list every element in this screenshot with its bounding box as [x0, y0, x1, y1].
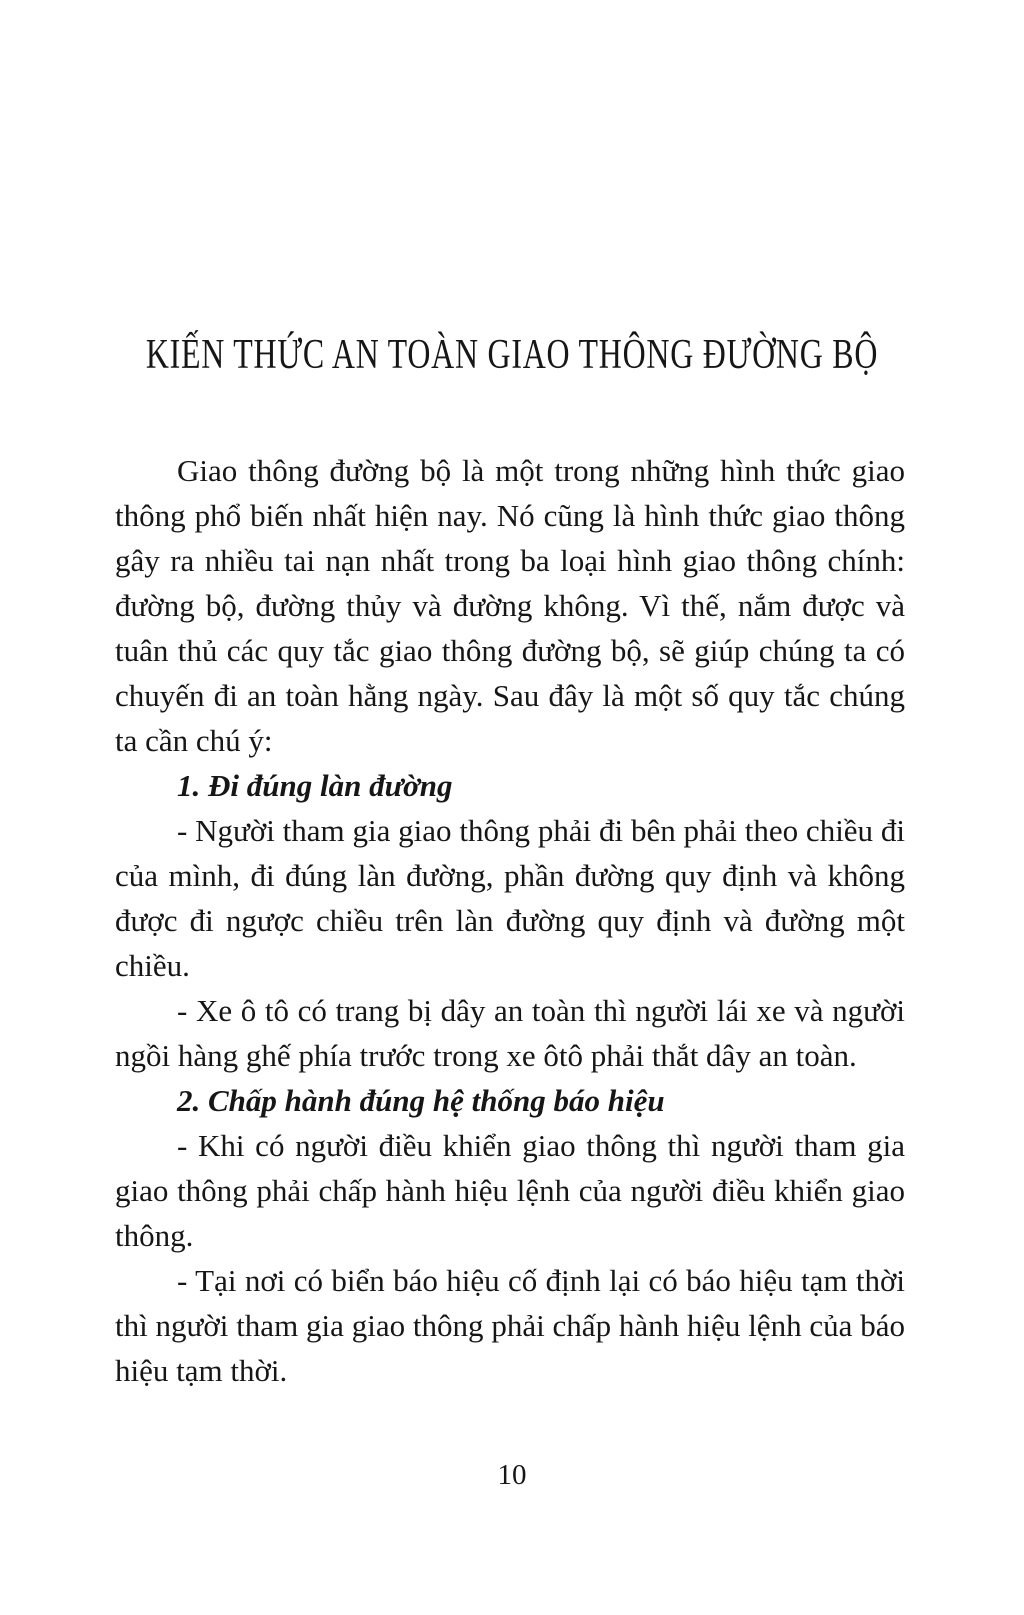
section-2-paragraph-1: - Khi có người điều khiển giao thông thì người tham gia giao thông phải chấp hành hiệu lệnh của người điều khiển giao thông.	[115, 1128, 905, 1253]
intro-paragraph: Giao thông đường bộ là một trong những hình thức giao thông phổ biến nhất hiện nay. Nó cũng là hình thức giao thông gây ra nhiều tai nạn nhất trong ba loại hình giao thông chính: đường bộ, đường thủy và đường không. Vì thế, nắm được và tuân thủ các quy tắc giao thông đường bộ, sẽ giúp chúng ta có chuyến đi an toàn hằng ngày. Sau đây là một số quy tắc chúng ta cần chú ý:	[115, 453, 905, 758]
section-2-paragraph-2: - Tại nơi có biển báo hiệu cố định lại có báo hiệu tạm thời thì người tham gia giao thông phải chấp hành hiệu lệnh của báo hiệu tạm thời.	[115, 1263, 905, 1388]
section-2-heading: 2. Chấp hành đúng hệ thống báo hiệu	[177, 1083, 665, 1118]
section-1-paragraph-1: - Người tham gia giao thông phải đi bên phải theo chiều đi của mình, đi đúng làn đường, phần đường quy định và không được đi ngược chiều trên làn đường quy định và đường một chiều.	[115, 813, 905, 983]
page-number: 10	[497, 1459, 527, 1491]
section-1-paragraph-2: - Xe ô tô có trang bị dây an toàn thì người lái xe và người ngồi hàng ghế phía trước trong xe ôtô phải thắt dây an toàn.	[115, 993, 905, 1073]
page-body	[115, 448, 905, 1393]
section-1-heading: 1. Đi đúng làn đường	[177, 768, 453, 803]
page-title: KIẾN THỨC AN TOÀN GIAO THÔNG ĐƯỜNG BỘ	[145, 332, 879, 378]
